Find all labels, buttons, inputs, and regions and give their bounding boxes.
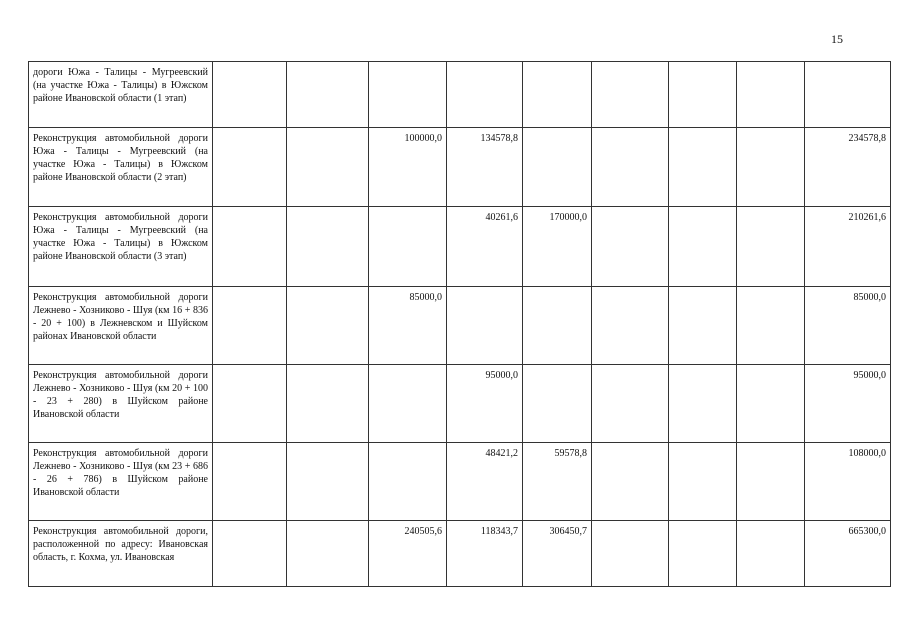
amount-cell [669,207,737,287]
table-row [29,287,891,365]
total-amount-cell: 210261,6 [805,207,891,287]
road-project-description: Реконструкция автомобильной дороги Лежнево - Хозниково - Шуя (км 23 + 686 - 26 + 786) в Шуйском районе Ивановской области [29,443,213,521]
amount-cell [287,62,369,128]
amount-cell: 48421,2 [447,443,523,521]
road-project-description: Реконструкция автомобильной дороги, расположенной по адресу: Ивановская область, г. Кохма, ул. Ивановская [29,521,213,587]
road-project-description: Реконструкция автомобильной дороги Лежнево - Хозниково - Шуя (км 16 + 836 - 20 + 100) в Лежневском и Шуйском районах Ивановской области [29,287,213,365]
amount-cell [447,287,523,365]
amount-cell [213,62,287,128]
road-project-description: дороги Южа - Талицы - Мугреевский (на участке Южа - Талицы) в Южском районе Ивановской области (1 этап) [29,62,213,128]
amount-cell [592,207,669,287]
amount-cell [369,62,447,128]
amount-cell [737,365,805,443]
total-amount-cell: 108000,0 [805,443,891,521]
table-row [29,521,891,587]
amount-cell [523,287,592,365]
amount-cell [213,521,287,587]
amount-cell [592,443,669,521]
amount-cell: 170000,0 [523,207,592,287]
amount-cell [287,443,369,521]
amount-cell: 240505,6 [369,521,447,587]
total-amount-cell: 85000,0 [805,287,891,365]
amount-cell [592,521,669,587]
amount-cell [287,521,369,587]
amount-cell: 85000,0 [369,287,447,365]
amount-cell [592,287,669,365]
amount-cell [213,287,287,365]
amount-cell: 95000,0 [447,365,523,443]
amount-cell [287,365,369,443]
amount-cell [737,207,805,287]
amount-cell [737,62,805,128]
amount-cell: 59578,8 [523,443,592,521]
total-amount-cell [805,62,891,128]
amount-cell [592,62,669,128]
amount-cell [737,443,805,521]
amount-cell [287,128,369,207]
amount-cell: 306450,7 [523,521,592,587]
amount-cell: 134578,8 [447,128,523,207]
amount-cell [592,365,669,443]
amount-cell [737,128,805,207]
amount-cell [369,443,447,521]
amount-cell [213,365,287,443]
amount-cell [737,521,805,587]
amount-cell [213,207,287,287]
road-project-description: Реконструкция автомобильной дороги Южа - Талицы - Мугреевский (на участке Южа - Талицы) в Южском районе Ивановской области (3 этап) [29,207,213,287]
amount-cell [669,287,737,365]
amount-cell [523,365,592,443]
amount-cell [669,521,737,587]
table-row [29,128,891,207]
amount-cell [737,287,805,365]
amount-cell [213,443,287,521]
amount-cell [213,128,287,207]
amount-cell: 100000,0 [369,128,447,207]
funding-table [28,61,891,587]
total-amount-cell: 234578,8 [805,128,891,207]
amount-cell: 40261,6 [447,207,523,287]
table-row [29,365,891,443]
page-number: 15 [831,32,843,46]
amount-cell [669,128,737,207]
amount-cell [447,62,523,128]
total-amount-cell: 95000,0 [805,365,891,443]
amount-cell [369,365,447,443]
table-row [29,207,891,287]
table-row [29,62,891,128]
amount-cell [523,128,592,207]
amount-cell [592,128,669,207]
amount-cell [669,365,737,443]
table-row [29,443,891,521]
road-project-description: Реконструкция автомобильной дороги Лежнево - Хозниково - Шуя (км 20 + 100 - 23 + 280) в Шуйском районе Ивановской области [29,365,213,443]
road-project-description: Реконструкция автомобильной дороги Южа - Талицы - Мугреевский (на участке Южа - Талицы) в Южском районе Ивановской области (2 этап) [29,128,213,207]
amount-cell [669,443,737,521]
amount-cell [669,62,737,128]
amount-cell [369,207,447,287]
amount-cell [287,287,369,365]
amount-cell [287,207,369,287]
amount-cell [523,62,592,128]
total-amount-cell: 665300,0 [805,521,891,587]
amount-cell: 118343,7 [447,521,523,587]
